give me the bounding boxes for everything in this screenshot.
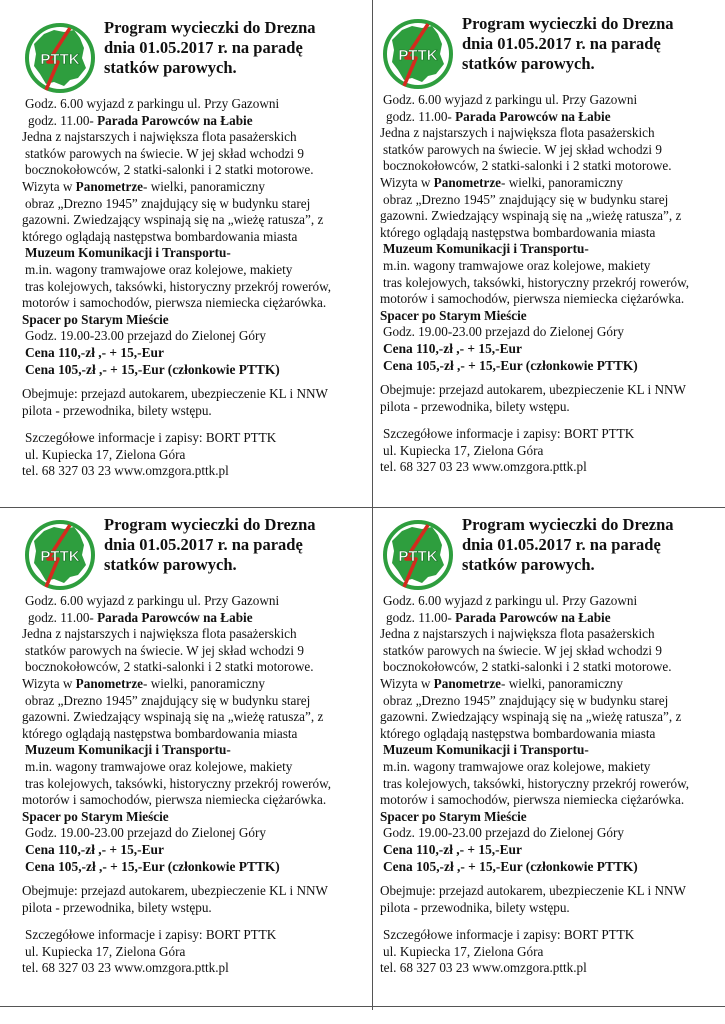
return-line: Godz. 19.00-23.00 przejazd do Zielonej Góry <box>25 825 266 841</box>
address-line: ul. Kupiecka 17, Zielona Góra <box>383 442 544 458</box>
svg-text:PTTK: PTTK <box>40 51 80 68</box>
fleet-line: bocznokołowców, 2 statki-salonki i 2 statki motorowe. <box>383 158 672 174</box>
return-line: Godz. 19.00-23.00 przejazd do Zielonej Góry <box>383 324 624 340</box>
museum-line: motorów i samochodów, pierwsza niemiecka ciężarówka. <box>380 291 685 307</box>
panometer-line: obraz „Drezno 1945” znajdujący się w budynku starej <box>383 191 669 207</box>
title-line: Program wycieczki do Drezna <box>104 18 316 37</box>
contact-line: tel. 68 327 03 23 www.omzgora.pttk.pl <box>22 960 229 976</box>
svg-text:PTTK: PTTK <box>398 47 438 64</box>
museum-line: m.in. wagony tramwajowe oraz kolejowe, makiety <box>383 257 651 273</box>
return-line: Godz. 19.00-23.00 przejazd do Zielonej Góry <box>25 328 266 344</box>
parade-line: godz. 11.00- Parada Parowców na Łabie <box>386 108 611 124</box>
includes-line: pilota - przewodnika, bilety wstępu. <box>380 398 570 414</box>
price-members: Cena 105,-zł ,- + 15,-Eur (członkowie PTTK) <box>383 357 638 373</box>
price-regular: Cena 110,-zł ,- + 15,-Eur <box>383 340 522 356</box>
museum-line: m.in. wagony tramwajowe oraz kolejowe, makiety <box>25 758 293 774</box>
museum-line: motorów i samochodów, pierwsza niemiecka ciężarówka. <box>22 295 327 311</box>
title-line: dnia 01.05.2017 r. na paradę <box>462 535 661 554</box>
title-line: statków parowych. <box>462 555 595 574</box>
address-line: ul. Kupiecka 17, Zielona Góra <box>25 446 186 462</box>
includes-line: pilota - przewodnika, bilety wstępu. <box>22 899 212 915</box>
price-members: Cena 105,-zł ,- + 15,-Eur (członkowie PTTK) <box>383 858 638 874</box>
panometer-line: obraz „Drezno 1945” znajdujący się w budynku starej <box>383 692 669 708</box>
fleet-line: Jedna z najstarszych i największa flota pasażerskich <box>22 129 297 145</box>
contact-line: tel. 68 327 03 23 www.omzgora.pttk.pl <box>380 960 587 976</box>
panometer-line: którego oglądają następstwa bombardowania miasta <box>22 725 298 741</box>
title-line: Program wycieczki do Drezna <box>104 515 316 534</box>
price-members: Cena 105,-zł ,- + 15,-Eur (członkowie PTTK) <box>25 361 280 377</box>
walk-title: Spacer po Starym Mieście <box>22 808 169 824</box>
includes-line: Obejmuje: przejazd autokarem, ubezpieczenie KL i NNW <box>22 386 328 402</box>
title-line: statków parowych. <box>104 58 237 77</box>
flyer-body <box>22 593 370 977</box>
museum-title: Muzeum Komunikacji i Transportu- <box>383 742 589 758</box>
flyer-card <box>380 12 725 492</box>
svg-text:PTTK: PTTK <box>40 548 80 565</box>
museum-title: Muzeum Komunikacji i Transportu- <box>383 241 589 257</box>
fleet-line: bocznokołowców, 2 statki-salonki i 2 statki motorowe. <box>25 162 314 178</box>
return-line: Godz. 19.00-23.00 przejazd do Zielonej Góry <box>383 825 624 841</box>
fleet-line: statków parowych na świecie. W jej skład wchodzi 9 <box>25 642 304 658</box>
title-line: Program wycieczki do Drezna <box>462 515 674 534</box>
flyer-body <box>380 92 725 476</box>
address-line: ul. Kupiecka 17, Zielona Góra <box>383 943 544 959</box>
fleet-line: statków parowych na świecie. W jej skład wchodzi 9 <box>383 642 662 658</box>
flyer-card <box>380 513 725 993</box>
flyer-body <box>380 593 725 977</box>
includes-line: pilota - przewodnika, bilety wstępu. <box>380 899 570 915</box>
includes-line: Obejmuje: przejazd autokarem, ubezpieczenie KL i NNW <box>380 883 686 899</box>
title-line: dnia 01.05.2017 r. na paradę <box>104 535 303 554</box>
includes-line: pilota - przewodnika, bilety wstępu. <box>22 402 212 418</box>
address-line: ul. Kupiecka 17, Zielona Góra <box>25 943 186 959</box>
walk-title: Spacer po Starym Mieście <box>22 311 169 327</box>
walk-title: Spacer po Starym Mieście <box>380 808 527 824</box>
pttk-logo-icon <box>24 22 96 94</box>
svg-text:PTTK: PTTK <box>398 548 438 565</box>
panometer-line: Wizyta w Panometrze- wielki, panoramiczny <box>22 675 265 691</box>
includes-line: Obejmuje: przejazd autokarem, ubezpieczenie KL i NNW <box>22 883 328 899</box>
museum-line: m.in. wagony tramwajowe oraz kolejowe, makiety <box>383 758 651 774</box>
pttk-logo-icon <box>382 519 454 591</box>
title-line: statków parowych. <box>462 54 595 73</box>
museum-line: tras kolejowych, taksówki, historyczny przekrój rowerów, <box>25 278 332 294</box>
includes-line: Obejmuje: przejazd autokarem, ubezpieczenie KL i NNW <box>380 382 686 398</box>
flyer-card <box>22 16 372 496</box>
parade-line: godz. 11.00- Parada Parowców na Łabie <box>28 609 253 625</box>
price-regular: Cena 110,-zł ,- + 15,-Eur <box>383 841 522 857</box>
walk-title: Spacer po Starym Mieście <box>380 307 527 323</box>
museum-line: tras kolejowych, taksówki, historyczny przekrój rowerów, <box>383 775 690 791</box>
info-line: Szczegółowe informacje i zapisy: BORT PTTK <box>383 927 635 943</box>
parade-line: godz. 11.00- Parada Parowców na Łabie <box>28 112 253 128</box>
panometer-line: Wizyta w Panometrze- wielki, panoramiczny <box>380 174 623 190</box>
fleet-line: bocznokołowców, 2 statki-salonki i 2 statki motorowe. <box>25 659 314 675</box>
flyer-title <box>104 18 374 78</box>
flyer-card <box>22 513 372 993</box>
flyer-title <box>462 515 725 575</box>
pttk-logo-icon <box>24 519 96 591</box>
museum-line: tras kolejowych, taksówki, historyczny przekrój rowerów, <box>383 274 690 290</box>
panometer-line: którego oglądają następstwa bombardowania miasta <box>380 224 656 240</box>
flyer-body <box>22 96 370 480</box>
departure-line: Godz. 6.00 wyjazd z parkingu ul. Przy Gazowni <box>25 96 280 111</box>
museum-line: motorów i samochodów, pierwsza niemiecka ciężarówka. <box>380 792 685 808</box>
departure-line: Godz. 6.00 wyjazd z parkingu ul. Przy Gazowni <box>383 593 638 608</box>
panometer-line: gazowni. Zwiedzający wspinają się na „wieżę ratusza”, z <box>380 208 682 224</box>
fleet-line: Jedna z najstarszych i największa flota pasażerskich <box>380 125 655 141</box>
departure-line: Godz. 6.00 wyjazd z parkingu ul. Przy Gazowni <box>25 593 280 608</box>
title-line: dnia 01.05.2017 r. na paradę <box>462 34 661 53</box>
panometer-line: Wizyta w Panometrze- wielki, panoramiczny <box>380 675 623 691</box>
museum-line: motorów i samochodów, pierwsza niemiecka ciężarówka. <box>22 792 327 808</box>
horizontal-cut-line <box>0 507 725 508</box>
museum-line: m.in. wagony tramwajowe oraz kolejowe, makiety <box>25 261 293 277</box>
museum-title: Muzeum Komunikacji i Transportu- <box>25 742 231 758</box>
info-line: Szczegółowe informacje i zapisy: BORT PTTK <box>25 430 277 446</box>
fleet-line: Jedna z najstarszych i największa flota pasażerskich <box>22 626 297 642</box>
panometer-line: obraz „Drezno 1945” znajdujący się w budynku starej <box>25 195 311 211</box>
fleet-line: statków parowych na świecie. W jej skład wchodzi 9 <box>383 141 662 157</box>
panometer-line: Wizyta w Panometrze- wielki, panoramiczny <box>22 178 265 194</box>
flyer-title <box>462 14 725 74</box>
contact-line: tel. 68 327 03 23 www.omzgora.pttk.pl <box>22 463 229 479</box>
vertical-cut-line <box>372 0 373 1010</box>
panometer-line: gazowni. Zwiedzający wspinają się na „wieżę ratusza”, z <box>22 709 324 725</box>
flyer-title <box>104 515 374 575</box>
fleet-line: Jedna z najstarszych i największa flota pasażerskich <box>380 626 655 642</box>
museum-title: Muzeum Komunikacji i Transportu- <box>25 245 231 261</box>
museum-line: tras kolejowych, taksówki, historyczny przekrój rowerów, <box>25 775 332 791</box>
parade-line: godz. 11.00- Parada Parowców na Łabie <box>386 609 611 625</box>
title-line: Program wycieczki do Drezna <box>462 14 674 33</box>
panometer-line: gazowni. Zwiedzający wspinają się na „wieżę ratusza”, z <box>22 212 324 228</box>
panometer-line: obraz „Drezno 1945” znajdujący się w budynku starej <box>25 692 311 708</box>
panometer-line: gazowni. Zwiedzający wspinają się na „wieżę ratusza”, z <box>380 709 682 725</box>
fleet-line: bocznokołowców, 2 statki-salonki i 2 statki motorowe. <box>383 659 672 675</box>
fleet-line: statków parowych na świecie. W jej skład wchodzi 9 <box>25 145 304 161</box>
contact-line: tel. 68 327 03 23 www.omzgora.pttk.pl <box>380 459 587 475</box>
title-line: dnia 01.05.2017 r. na paradę <box>104 38 303 57</box>
bottom-cut-line <box>0 1006 725 1007</box>
panometer-line: którego oglądają następstwa bombardowania miasta <box>22 228 298 244</box>
pttk-logo-icon <box>382 18 454 90</box>
info-line: Szczegółowe informacje i zapisy: BORT PTTK <box>383 426 635 442</box>
panometer-line: którego oglądają następstwa bombardowania miasta <box>380 725 656 741</box>
price-members: Cena 105,-zł ,- + 15,-Eur (członkowie PTTK) <box>25 858 280 874</box>
price-regular: Cena 110,-zł ,- + 15,-Eur <box>25 344 164 360</box>
departure-line: Godz. 6.00 wyjazd z parkingu ul. Przy Gazowni <box>383 92 638 107</box>
info-line: Szczegółowe informacje i zapisy: BORT PTTK <box>25 927 277 943</box>
price-regular: Cena 110,-zł ,- + 15,-Eur <box>25 841 164 857</box>
title-line: statków parowych. <box>104 555 237 574</box>
